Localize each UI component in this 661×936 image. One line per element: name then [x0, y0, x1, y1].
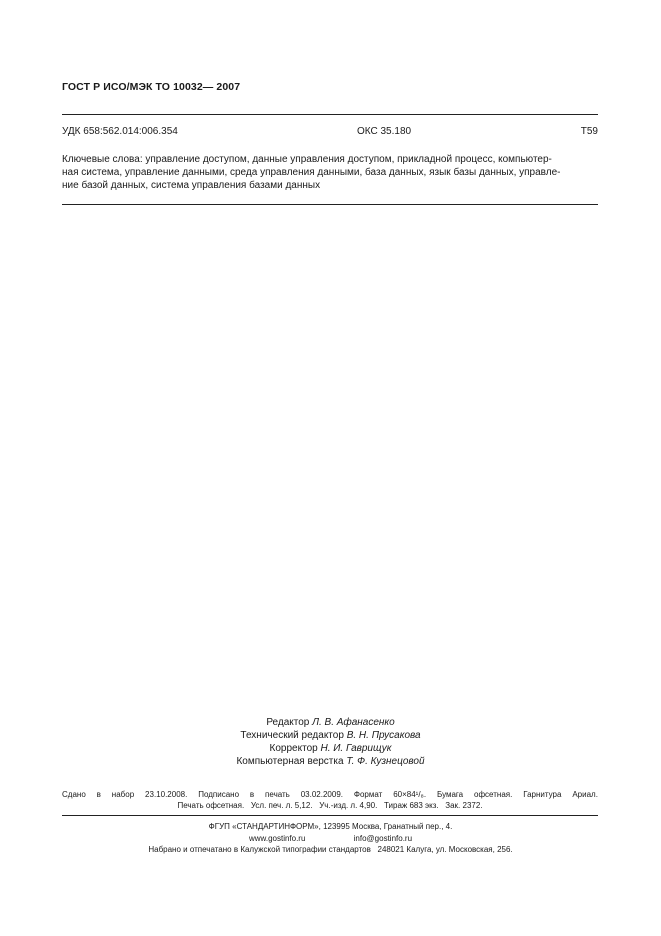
printer-contacts: [0, 833, 661, 845]
top-divider: [62, 114, 598, 115]
oks-code: ОКС 35.180: [357, 126, 412, 137]
publishing-line-2: Печать офсетная. Усл. печ. л. 5,12. Уч.-изд. л. 4,90. Тираж 683 экз. Зак. 2372.: [177, 801, 483, 810]
publishing-word: Сдано: [62, 790, 86, 799]
credit-tech-editor: [0, 729, 661, 742]
printer-info: [0, 821, 661, 856]
publishing-word: Гарнитура: [523, 790, 562, 799]
document-id: ГОСТ Р ИСО/МЭК ТО 10032— 2007: [62, 81, 241, 93]
printer-address: ФГУП «СТАНДАРТИНФОРМ», 123995 Москва, Гранатный пер., 4.: [208, 822, 453, 831]
printer-website-link[interactable]: www.gostinfo.ru: [248, 833, 306, 843]
credit-role: Редактор: [266, 717, 310, 728]
udk-code: УДК 658:562.014:006.354: [62, 126, 178, 137]
credit-role: Корректор: [269, 743, 318, 754]
keywords-divider: [62, 204, 598, 205]
publishing-word: набор: [111, 790, 135, 799]
publishing-word: 60×84¹/₈.: [393, 790, 427, 799]
publishing-info: [62, 789, 598, 811]
publishing-word: печать: [265, 790, 290, 799]
credit-editor: [0, 716, 661, 729]
credit-role: Технический редактор: [240, 730, 344, 741]
credit-proofreader: [0, 742, 661, 755]
credit-person: В. Н. Прусакова: [346, 730, 421, 741]
keywords-line: Ключевые слова: управление доступом, данные управления доступом, прикладной процесс, компьютер-: [62, 154, 552, 165]
printer-email-link[interactable]: info@gostinfo.ru: [353, 833, 413, 843]
publishing-word: Подписано: [198, 790, 240, 799]
credit-role: Компьютерная верстка: [236, 756, 344, 767]
publishing-word: Формат: [353, 790, 383, 799]
keywords-block: [62, 153, 598, 192]
publishing-word: в: [249, 790, 255, 799]
credit-layout: [0, 755, 661, 768]
publishing-divider: [62, 815, 598, 816]
category-code: Т59: [580, 126, 598, 137]
publishing-word: офсетная.: [474, 790, 513, 799]
keywords-line: ная система, управление данными, среда управления данными, база данных, язык базы данных, управле-: [62, 167, 561, 178]
publishing-word: 23.10.2008.: [145, 790, 188, 799]
publishing-line-1: [62, 789, 598, 800]
publishing-word: 03.02.2009.: [300, 790, 343, 799]
publishing-word: Ариал.: [572, 790, 598, 799]
credit-person: Т. Ф. Кузнецовой: [346, 756, 425, 767]
credit-person: Н. И. Гаврищук: [320, 743, 392, 754]
credit-person: Л. В. Афанасенко: [312, 717, 395, 728]
publishing-word: Бумага: [437, 790, 464, 799]
printer-typography: Набрано и отпечатано в Калужской типографии стандартов 248021 Калуга, ул. Московская, 256.: [148, 845, 513, 854]
credits-block: [0, 716, 661, 768]
publishing-word: в: [96, 790, 101, 799]
keywords-line: ние базой данных, система управления базами данных: [62, 180, 321, 191]
